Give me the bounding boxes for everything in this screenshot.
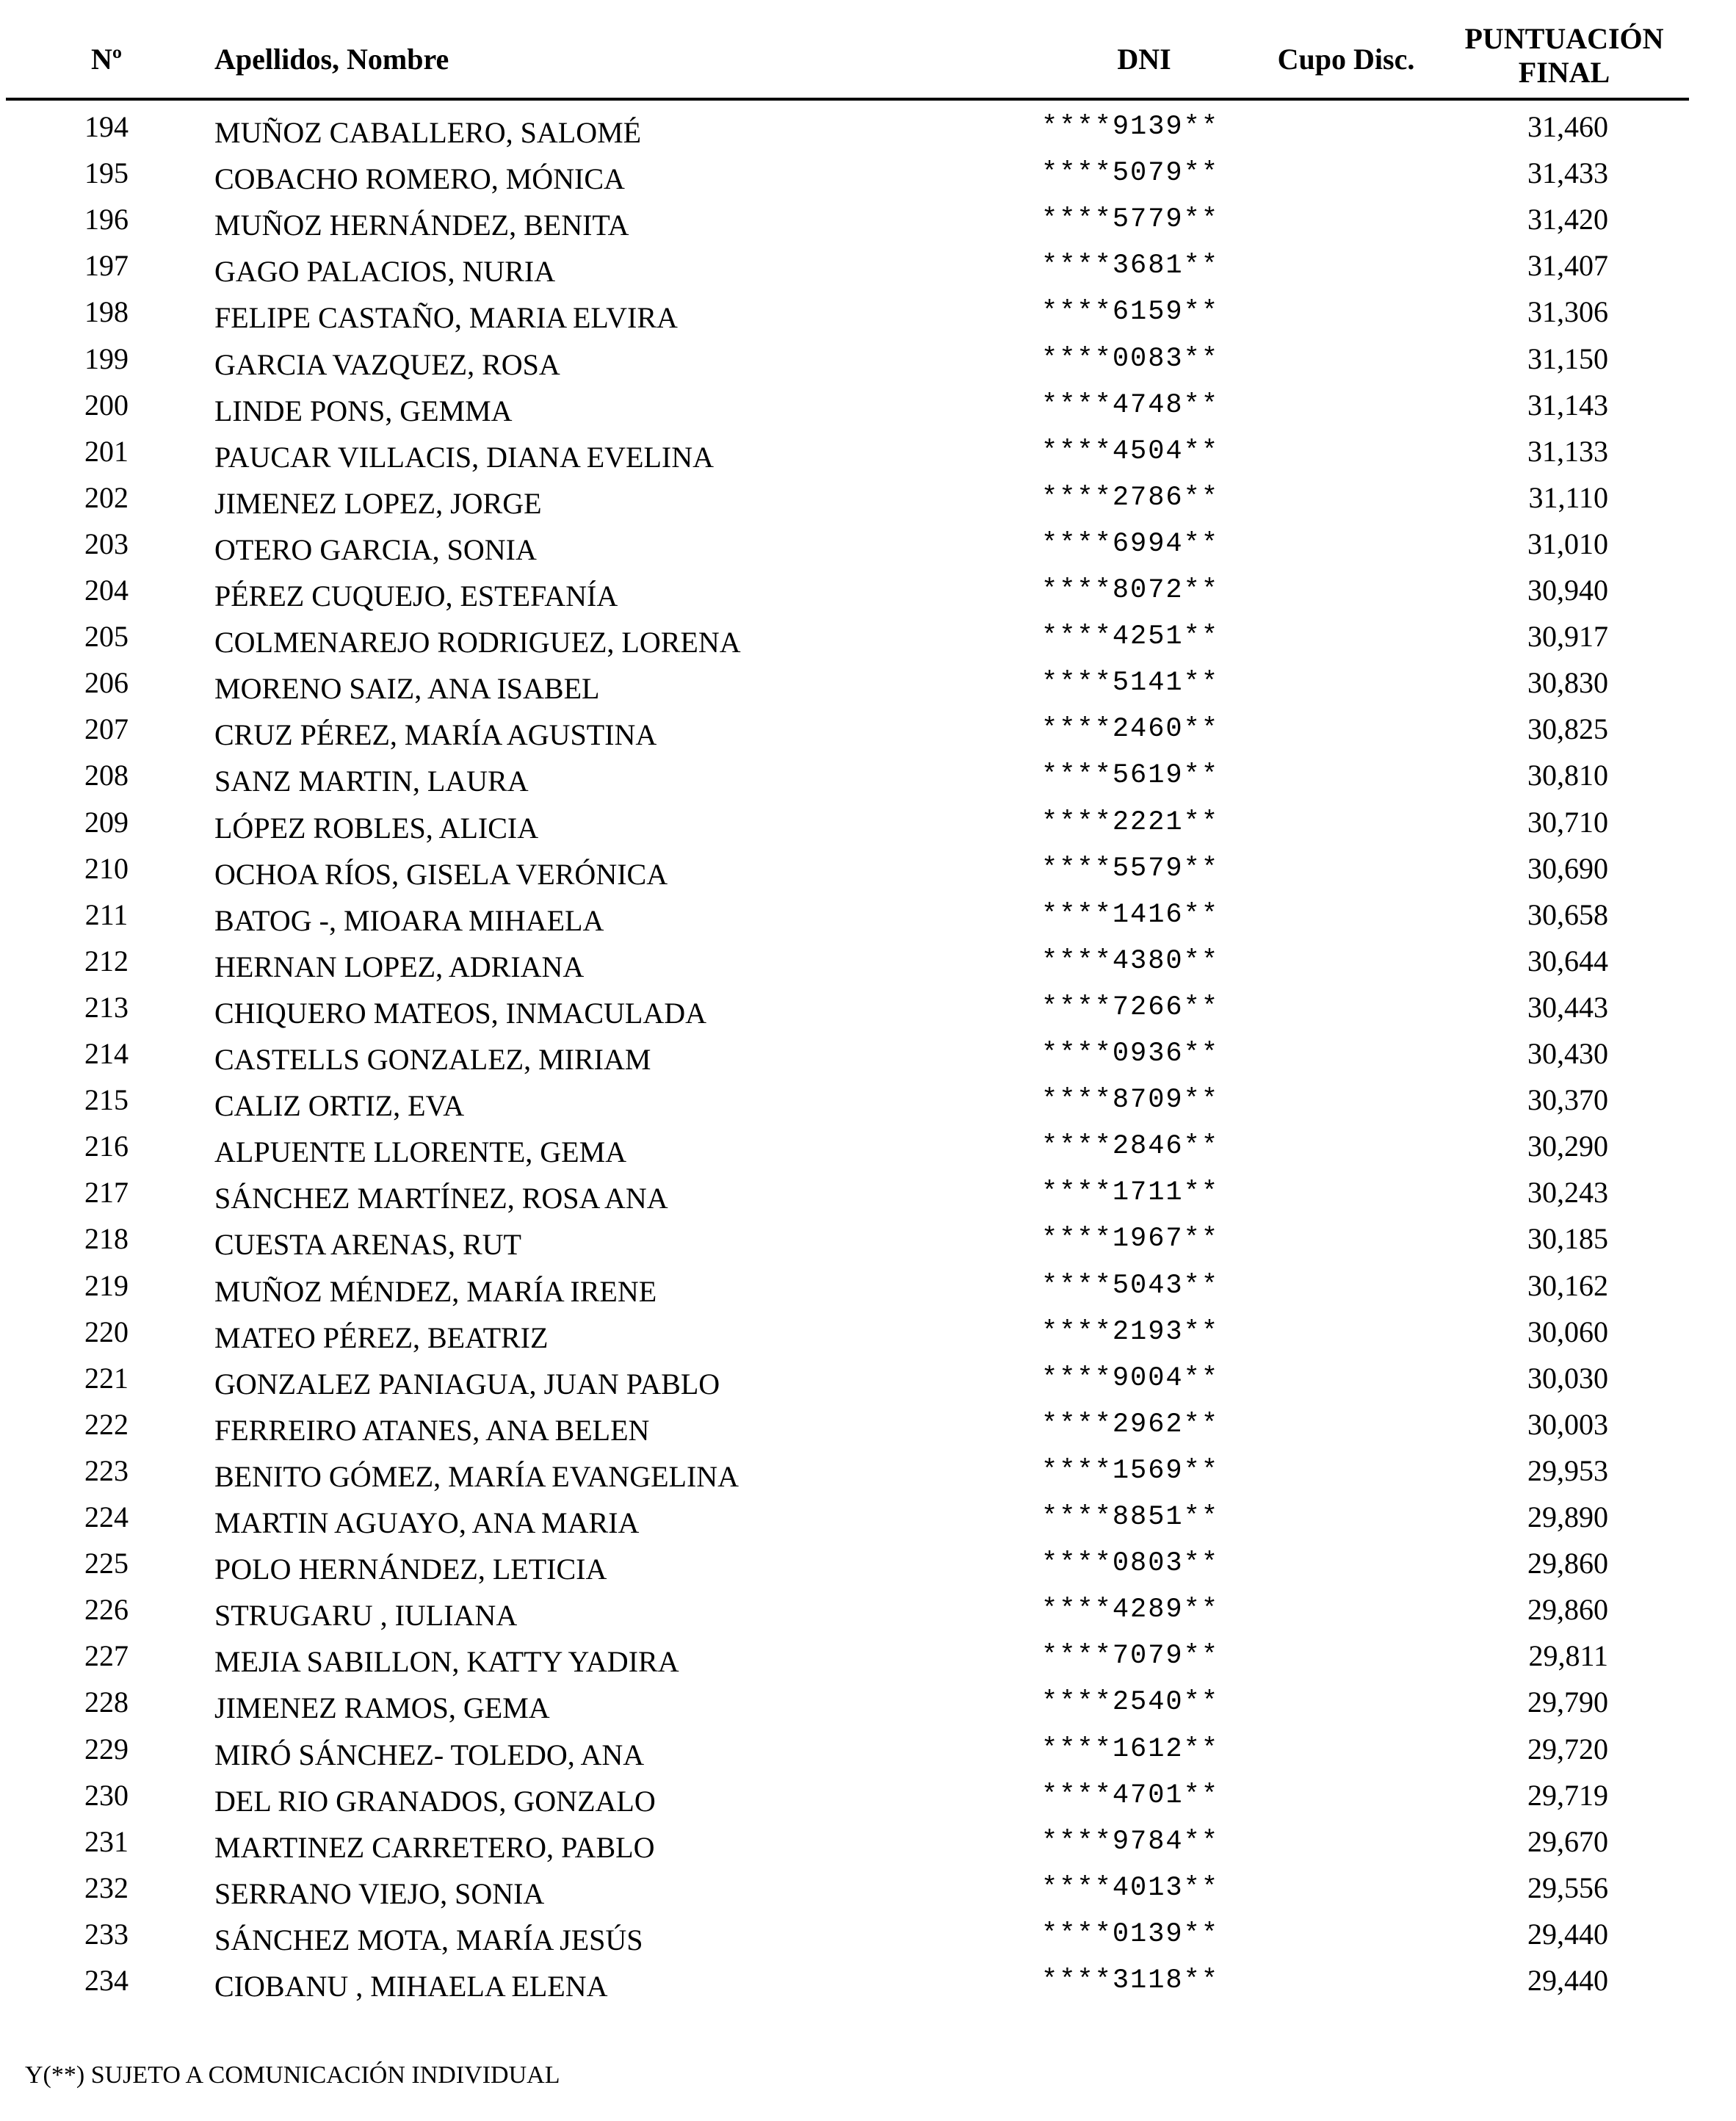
table-row [0,342,1736,389]
row-puntuacion: 29,890 [1527,1500,1608,1533]
row-number: 215 [84,1083,129,1117]
row-number: 220 [84,1315,129,1348]
table-row [0,1547,1736,1593]
row-puntuacion: 30,825 [1527,712,1608,746]
row-dni: ****9784** [1041,1826,1220,1857]
row-name: MUÑOZ MÉNDEZ, MARÍA IRENE [214,1274,657,1308]
header-puntuacion-line1: PUNTUACIÓN [1464,22,1664,55]
row-puntuacion: 29,440 [1527,1964,1608,1997]
row-dni: ****4748** [1041,389,1220,421]
row-puntuacion: 30,830 [1527,666,1608,700]
row-puntuacion: 30,185 [1527,1222,1608,1256]
table-row [0,1964,1736,2010]
row-dni: ****2540** [1041,1687,1220,1719]
row-number: 194 [84,110,129,143]
row-name: CUESTA ARENAS, RUT [214,1228,521,1262]
row-puntuacion: 30,030 [1527,1361,1608,1395]
row-dni: ****7266** [1041,991,1220,1023]
row-dni: ****8072** [1041,575,1220,606]
row-puntuacion: 29,811 [1528,1639,1608,1673]
row-name: OCHOA RÍOS, GISELA VERÓNICA [214,857,668,891]
row-dni: ****4251** [1041,621,1220,653]
row-number: 216 [84,1130,129,1163]
table-row [0,389,1736,435]
row-puntuacion: 31,306 [1527,295,1608,329]
table-row [0,1130,1736,1176]
table-row [0,759,1736,805]
row-number: 198 [84,295,129,329]
row-dni: ****0083** [1041,343,1220,375]
table-row [0,1454,1736,1500]
table-row [0,156,1736,203]
row-name: BENITO GÓMEZ, MARÍA EVANGELINA [214,1459,739,1493]
row-puntuacion: 30,003 [1527,1407,1608,1441]
row-number: 218 [84,1222,129,1256]
row-name: MARTIN AGUAYO, ANA MARIA [214,1506,640,1539]
table-row [0,620,1736,666]
row-puntuacion: 29,556 [1527,1871,1608,1904]
row-number: 233 [84,1917,129,1951]
row-number: 195 [84,156,129,190]
row-name: SÁNCHEZ MARTÍNEZ, ROSA ANA [214,1182,668,1215]
table-row [0,1037,1736,1083]
table-row [0,1732,1736,1779]
table-row [0,249,1736,295]
row-dni: ****7079** [1041,1641,1220,1672]
row-name: SANZ MARTIN, LAURA [214,765,529,798]
table-row [0,852,1736,898]
row-number: 214 [84,1037,129,1070]
row-puntuacion: 30,060 [1527,1315,1608,1348]
table-row [0,712,1736,759]
row-dni: ****2846** [1041,1131,1220,1163]
row-dni: ****2221** [1041,806,1220,838]
row-dni: ****6159** [1041,297,1220,328]
row-dni: ****0803** [1041,1548,1220,1580]
row-puntuacion: 31,150 [1527,342,1608,375]
row-puntuacion: 30,690 [1527,851,1608,885]
table-row [0,1315,1736,1362]
row-name: HERNAN LOPEZ, ADRIANA [214,950,585,983]
row-dni: ****5043** [1041,1270,1220,1301]
row-dni: ****2786** [1041,482,1220,513]
row-number: 211 [84,897,129,931]
row-dni: ****3118** [1041,1965,1220,1996]
row-dni: ****0936** [1041,1038,1220,1069]
table-row [0,110,1736,156]
row-puntuacion: 31,010 [1527,527,1608,560]
row-dni: ****2193** [1041,1316,1220,1348]
row-puntuacion: 31,407 [1527,249,1608,283]
row-dni: ****1416** [1041,899,1220,931]
row-name: JIMENEZ LOPEZ, JORGE [214,486,542,520]
header-cupo-disc: Cupo Disc. [1277,43,1415,76]
row-name: GARCIA VAZQUEZ, ROSA [214,347,560,381]
row-number: 219 [84,1268,129,1302]
row-number: 213 [84,990,129,1024]
row-dni: ****9004** [1041,1362,1220,1394]
table-row [0,898,1736,944]
row-name: LÓPEZ ROBLES, ALICIA [214,811,539,845]
table-row [0,481,1736,527]
table-row [0,1176,1736,1222]
row-name: GAGO PALACIOS, NURIA [214,255,556,289]
table-row [0,1685,1736,1732]
row-name: COBACHO ROMERO, MÓNICA [214,162,625,196]
row-name: PAUCAR VILLACIS, DIANA EVELINA [214,440,715,474]
row-name: BATOG -, MIOARA MIHAELA [214,903,604,937]
row-dni: ****1711** [1041,1177,1220,1209]
row-name: COLMENAREJO RODRIGUEZ, LORENA [214,626,741,660]
table-row [0,1918,1736,1964]
row-number: 204 [84,574,129,607]
row-number: 206 [84,666,129,700]
row-number: 209 [84,805,129,839]
row-number: 208 [84,759,129,792]
row-puntuacion: 30,644 [1527,944,1608,978]
row-number: 210 [84,851,129,885]
row-dni: ****9139** [1041,112,1220,142]
table-row [0,1408,1736,1454]
header-dni: DNI [1117,43,1171,76]
row-number: 201 [84,434,129,468]
header-number: Nº [90,43,123,76]
row-dni: ****1569** [1041,1455,1220,1486]
row-number: 196 [84,203,129,236]
table-row [0,203,1736,249]
table-row [0,574,1736,620]
row-name: POLO HERNÁNDEZ, LETICIA [214,1553,607,1586]
row-dni: ****2962** [1041,1409,1220,1440]
row-number: 224 [84,1500,129,1533]
row-name: ALPUENTE LLORENTE, GEMA [214,1135,627,1169]
row-puntuacion: 31,420 [1527,203,1608,236]
row-puntuacion: 29,720 [1527,1732,1608,1766]
row-name: JIMENEZ RAMOS, GEMA [214,1691,550,1725]
row-name: MATEO PÉREZ, BEATRIZ [214,1320,549,1354]
row-puntuacion: 30,658 [1527,897,1608,931]
row-name: OTERO GARCIA, SONIA [214,532,537,566]
row-name: SERRANO VIEJO, SONIA [214,1876,545,1910]
row-name: MUÑOZ HERNÁNDEZ, BENITA [214,209,629,242]
row-number: 202 [84,480,129,514]
row-dni: ****4013** [1041,1872,1220,1904]
row-number: 197 [84,249,129,283]
row-number: 221 [84,1361,129,1395]
row-name: FERREIRO ATANES, ANA BELEN [214,1413,650,1447]
row-number: 217 [84,1176,129,1210]
row-name: SÁNCHEZ MOTA, MARÍA JESÚS [214,1923,643,1956]
row-number: 232 [84,1871,129,1904]
row-name: CHIQUERO MATEOS, INMACULADA [214,996,706,1030]
row-number: 207 [84,712,129,746]
row-puntuacion: 29,670 [1527,1824,1608,1858]
row-number: 228 [84,1685,129,1719]
row-dni: ****4380** [1041,945,1220,977]
table-row [0,1779,1736,1825]
row-number: 225 [84,1547,129,1580]
row-puntuacion: 29,953 [1527,1453,1608,1487]
row-name: MORENO SAIZ, ANA ISABEL [214,672,600,706]
row-puntuacion: 29,790 [1527,1685,1608,1719]
row-name: STRUGARU , IULIANA [214,1599,518,1633]
table-row [0,1825,1736,1871]
table-row [0,1500,1736,1547]
row-name: DEL RIO GRANADOS, GONZALO [214,1784,656,1818]
table-row [0,1222,1736,1268]
row-puntuacion: 29,860 [1527,1593,1608,1627]
table-row [0,1362,1736,1408]
table-row [0,435,1736,481]
row-dni: ****4701** [1041,1779,1220,1811]
row-puntuacion: 31,133 [1527,434,1608,468]
row-puntuacion: 30,710 [1527,805,1608,839]
row-puntuacion: 29,440 [1527,1917,1608,1951]
row-name: CASTELLS GONZALEZ, MIRIAM [214,1043,651,1076]
row-number: 200 [84,388,129,422]
table-row [0,1083,1736,1130]
row-puntuacion: 31,433 [1527,156,1608,190]
row-dni: ****8709** [1041,1085,1220,1116]
row-dni: ****5619** [1041,760,1220,792]
row-puntuacion: 29,719 [1527,1778,1608,1812]
row-name: FELIPE CASTAÑO, MARIA ELVIRA [214,301,678,335]
table-row [0,1871,1736,1918]
row-puntuacion: 29,860 [1527,1547,1608,1580]
row-puntuacion: 30,810 [1527,759,1608,792]
row-number: 222 [84,1407,129,1441]
row-number: 212 [84,944,129,978]
table-row [0,806,1736,852]
row-name: CALIZ ORTIZ, EVA [214,1089,465,1123]
row-dni: ****5079** [1041,158,1220,189]
row-number: 234 [84,1964,129,1997]
row-name: MEJIA SABILLON, KATTY YADIRA [214,1645,679,1679]
row-puntuacion: 30,940 [1527,574,1608,607]
row-number: 231 [84,1824,129,1858]
row-name: CRUZ PÉREZ, MARÍA AGUSTINA [214,718,657,752]
table-row [0,666,1736,712]
row-dni: ****6994** [1041,528,1220,560]
table-row [0,295,1736,342]
table-row [0,1269,1736,1315]
row-puntuacion: 30,370 [1527,1083,1608,1117]
row-puntuacion: 30,162 [1527,1268,1608,1302]
row-dni: ****1967** [1041,1224,1220,1255]
header-puntuacion-line2: FINAL [1518,56,1610,89]
row-number: 226 [84,1593,129,1627]
table-row [0,1593,1736,1639]
row-puntuacion: 31,143 [1527,388,1608,422]
row-number: 227 [84,1639,129,1673]
row-puntuacion: 30,243 [1527,1176,1608,1210]
row-dni: ****5141** [1041,668,1220,699]
row-name: LINDE PONS, GEMMA [214,394,513,427]
row-dni: ****5779** [1041,204,1220,236]
row-dni: ****1612** [1041,1733,1220,1765]
table-row [0,944,1736,991]
row-name: MARTINEZ CARRETERO, PABLO [214,1830,655,1864]
row-name: MIRÓ SÁNCHEZ- TOLEDO, ANA [214,1738,645,1771]
row-puntuacion: 30,430 [1527,1037,1608,1070]
row-dni: ****4289** [1041,1594,1220,1626]
row-dni: ****3681** [1041,250,1220,282]
row-number: 199 [84,342,129,375]
row-puntuacion: 30,443 [1527,990,1608,1024]
row-name: PÉREZ CUQUEJO, ESTEFANÍA [214,579,618,613]
row-dni: ****0139** [1041,1918,1220,1950]
row-puntuacion: 30,917 [1527,620,1608,654]
row-dni: ****5579** [1041,853,1220,884]
row-name: CIOBANU , MIHAELA ELENA [214,1970,608,2003]
table-row [0,527,1736,574]
table-row [0,991,1736,1037]
header-name: Apellidos, Nombre [214,43,449,76]
row-dni: ****2460** [1041,714,1220,745]
row-number: 223 [84,1453,129,1487]
row-puntuacion: 31,460 [1527,110,1608,143]
row-name: MUÑOZ CABALLERO, SALOMÉ [214,116,642,149]
row-dni: ****4504** [1041,436,1220,467]
row-puntuacion: 31,110 [1528,480,1608,514]
footer-note: Y(**) SUJETO A COMUNICACIÓN INDIVIDUAL [25,2062,560,2089]
row-dni: ****8851** [1041,1502,1220,1533]
row-puntuacion: 30,290 [1527,1130,1608,1163]
row-number: 203 [84,527,129,560]
row-number: 205 [84,620,129,654]
table-row [0,1639,1736,1685]
row-name: GONZALEZ PANIAGUA, JUAN PABLO [214,1367,720,1401]
row-number: 229 [84,1732,129,1766]
row-number: 230 [84,1778,129,1812]
